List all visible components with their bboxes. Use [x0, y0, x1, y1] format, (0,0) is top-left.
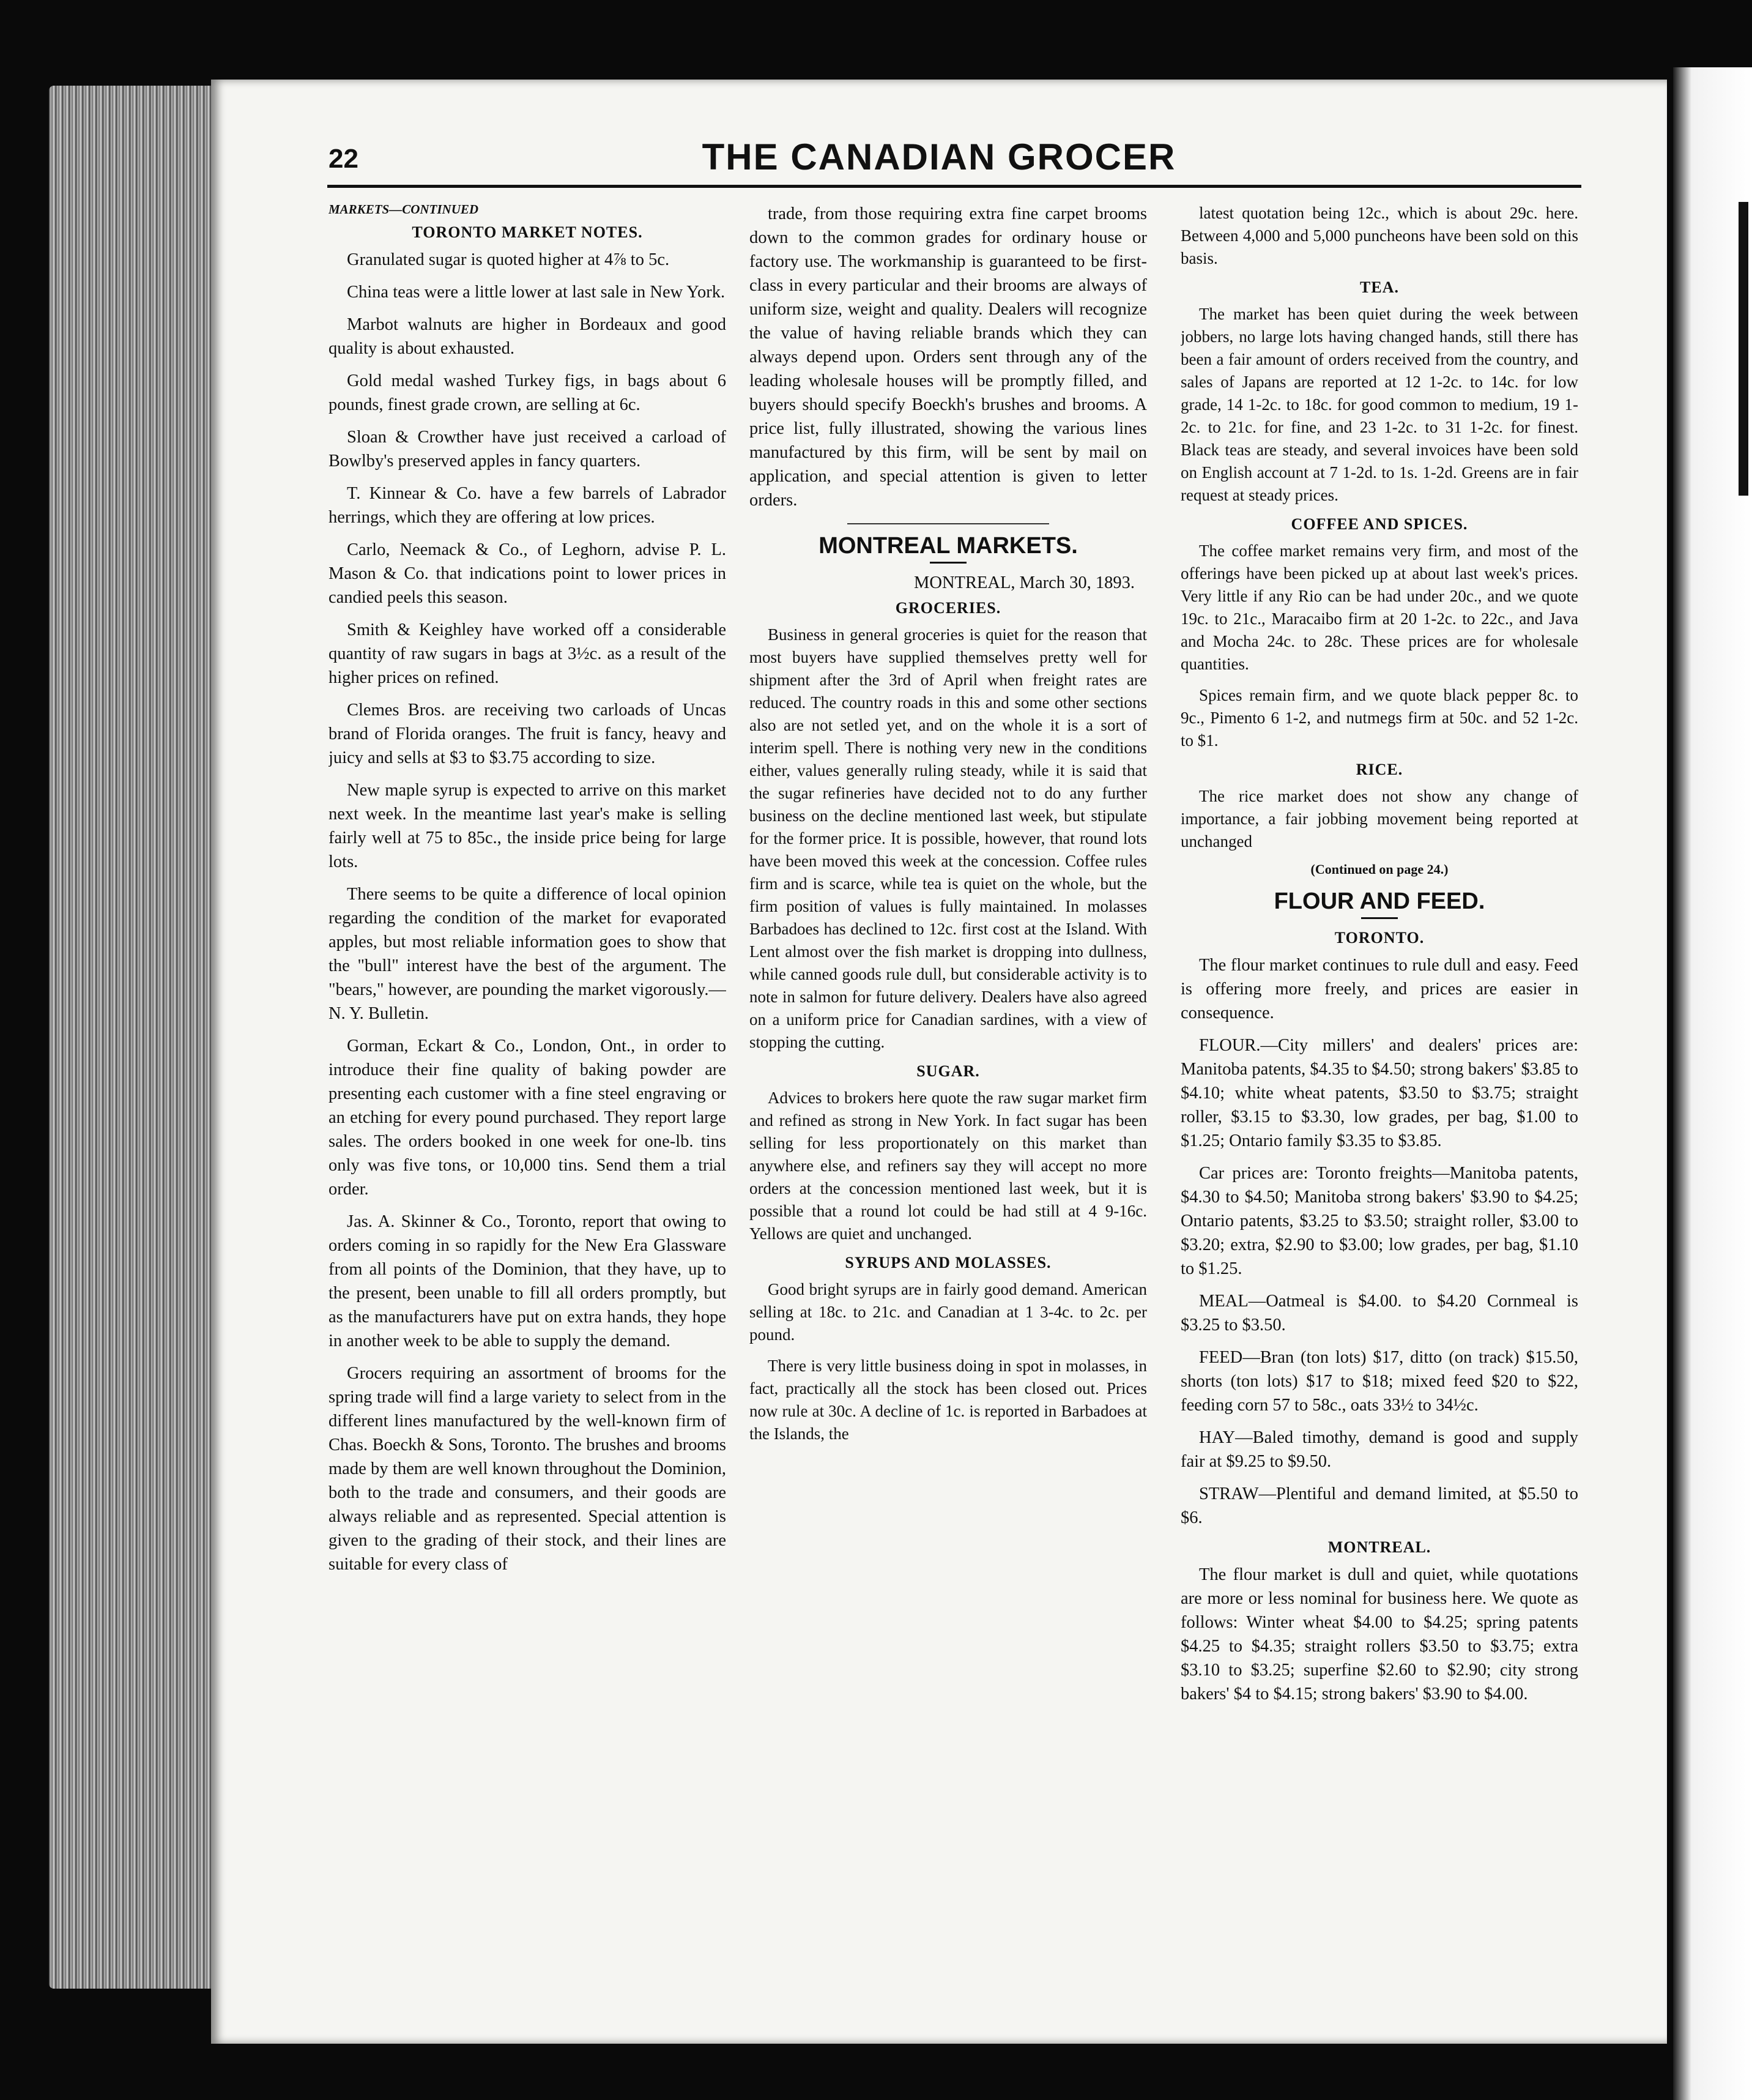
paragraph: Advices to brokers here quote the raw sugar market firm and refined as strong in New York. In fact sugar has been selling for less proportionately on this market than anywhere else, and refiners say they will accept no more orders at the concession mentioned last week, but it is possible that a round lot could be had still at 4 9-16c. Yellows are quiet and unchanged. — [749, 1089, 1147, 1243]
subheading-rice: RICE. — [1356, 761, 1403, 778]
paragraph: Granulated sugar is quoted higher at 4⅞ to 5c. — [347, 250, 670, 269]
paragraph: T. Kinnear & Co. have a few barrels of Labrador herrings, which they are offering at low prices. — [328, 484, 726, 527]
newspaper-page — [211, 80, 1667, 2044]
subheading-montreal: MONTREAL. — [1327, 1538, 1431, 1556]
paragraph: trade, from those requiring extra fine carpet brooms down to the common grades for ordinary house or factory use. The workmanship is guaranteed to be first-class in every particular and their brooms are always of uniform size, weight and quality. Dealers will recognize the value of having reliable brands which they can always depend upon. Orders sent through any of the leading wholesale houses will be promptly filled, and buyers should specify Boeckh's brushes and brooms. A price list, fully illustrated, showing the various lines manufactured by this firm, will be sent by mail on application, and special attention is given to letter orders. — [749, 204, 1147, 510]
paragraph: FLOUR.—City millers' and dealers' prices are: Manitoba patents, $4.35 to $4.50; strong bakers' $3.85 to $4.10; white wheat patents, $3.50 to $3.75; straight roller, $3.15 to $3.30, low grades, per bag, $1.00 to $1.25; Ontario family $3.35 to $3.85. — [1181, 1036, 1578, 1150]
paragraph: Gold medal washed Turkey figs, in bags about 6 pounds, finest grade crown, are selling at 6c. — [328, 371, 726, 414]
continued-label: MARKETS—CONTINUED — [328, 202, 479, 217]
paragraph: MEAL—Oatmeal is $4.00. to $4.20 Cornmeal is $3.25 to $3.50. — [1181, 1292, 1578, 1335]
paragraph: Business in general groceries is quiet for the reason that most buyers have supplied themselves pretty well for shipment after the 3rd of April when freight rates are reduced. The country roads in this and some other sections also are not setled yet, and on the whole it is a sort of interim spell. There is nothing very new in the conditions either, values generally ruling steady, while it is said that the sugar refineries have decided not to do any further business on the decline mentioned last week, but stipulate for the former price. It is possible, however, that round lots have been moved this week at the concession. Coffee rules firm and is scarce, while tea is quiet on the whole, but the firm position of values is fully maintained. In molasses Barbadoes has declined to 12c. first cost at the Island. With Lent almost over the fish market is dropping into dullness, while canned goods rule dull, but considerable activity is to note in salmon for future delivery. Dealers have also agreed on a uniform price for Canadian sardines, with a view of stopping the cutting. — [749, 625, 1147, 1051]
paragraph: Marbot walnuts are higher in Bordeaux and good quality is about exhausted. — [328, 315, 726, 358]
book-page-edges — [49, 86, 214, 1989]
paragraph: The coffee market remains very firm, and most of the offerings have been picked up at about last week's prices. Very little if any Rio can be had under 20c., and we quote 19c. to 21c., Maracaibo firm at 20 1-2c. to 22c., and Java and Mocha 24c. to 28c. These prices are for wholesale quantities. — [1181, 542, 1578, 673]
subheading-tea: TEA. — [1360, 278, 1399, 296]
paragraph: STRAW—Plentiful and demand limited, at $5.50 to $6. — [1181, 1484, 1578, 1527]
paragraph: Smith & Keighley have worked off a considerable quantity of raw sugars in bags at 3½c. as a result of the higher prices on refined. — [328, 620, 726, 687]
section-heading-flour-feed: FLOUR AND FEED. — [1274, 888, 1485, 914]
paragraph: Car prices are: Toronto freights—Manitoba patents, $4.30 to $4.50; Manitoba strong bakers' $3.90 to $4.25; Ontario patents, $3.25 to $3.50; straight roller, $3.00 to $3.20; extra, $2.90 to $3.00; low grades, per bag, $1.10 to $1.25. — [1181, 1164, 1578, 1278]
column-1 — [328, 202, 726, 1989]
paragraph: The market has been quiet during the week between jobbers, no large lots having changed hands, still there has been a fair amount of orders received from the country, and sales of Japans are reported at 12 1-2c. to 14c. for low grade, 14 1-2c. to 18c. for good common to medium, 19 1-2c. to 21c. for fine, and 23 1-2c. to 31 1-2c. for finest. Black teas are steady, and several invoices have been sold on English account at 7 1-2d. to 1s. 1-2d. Greens are in fair request at steady prices. — [1181, 305, 1578, 504]
paragraph: Jas. A. Skinner & Co., Toronto, report that owing to orders coming in so rapidly for the New Era Glassware from all points of the Dominion, that they have, up to the present, been unable to fill all orders promptly, but as the manufacturers have put on extra hands, they hope in another week to be able to supply the demand. — [328, 1212, 726, 1350]
masthead-rule — [327, 185, 1581, 188]
section-heading-toronto-notes: TORONTO MARKET NOTES. — [412, 223, 643, 241]
paragraph: FEED—Bran (ton lots) $17, ditto (on track) $15.50, shorts (ton lots) $17 to $18; mixed feed $20 to $22, feeding corn 57 to 58c., oats 33½ to 34½c. — [1181, 1348, 1578, 1415]
paragraph: Sloan & Crowther have just received a carload of Bowlby's preserved apples in fancy quarters. — [328, 428, 726, 471]
paragraph: Clemes Bros. are receiving two carloads of Uncas brand of Florida oranges. The fruit is fancy, heavy and juicy and sells at $3 to $3.75 according to size. — [328, 701, 726, 767]
paragraph: The flour market continues to rule dull and easy. Feed is offering more freely, and prices are easier in consequence. — [1181, 956, 1578, 1022]
paragraph: Gorman, Eckart & Co., London, Ont., in order to introduce their fine quality of baking powder are presenting each customer with a fine steel engraving or an etching for every pound purchased. They report large sales. The orders booked in one week for one-lb. tins only was five tons, or 10,000 tins. Send them a trial order. — [328, 1037, 726, 1199]
paragraph: Spices remain firm, and we quote black pepper 8c. to 9c., Pimento 6 1-2, and nutmegs firm at 50c. and 52 1-2c. to $1. — [1181, 686, 1578, 750]
column-3 — [1181, 202, 1578, 1989]
continued-note: (Continued on page 24.) — [1310, 862, 1449, 877]
paragraph: New maple syrup is expected to arrive on this market next week. In the meantime last year's make is selling fairly well at 75 to 85c., the inside price being for large lots. — [328, 781, 726, 871]
paragraph: There is very little business doing in spot in molasses, in fact, practically all the stock has been closed out. Prices now rule at 30c. A decline of 1c. is reported in Barbadoes at the Islands, the — [749, 1357, 1147, 1443]
paragraph: Carlo, Neemack & Co., of Leghorn, advise P. L. Mason & Co. that indications point to lower prices in candied peels this season. — [328, 540, 726, 607]
paragraph: latest quotation being 12c., which is about 29c. here. Between 4,000 and 5,000 puncheons have been sold on this basis. — [1181, 204, 1578, 267]
paragraph: Good bright syrups are in fairly good demand. American selling at 18c. to 21c. and Canadian at 1 3-4c. to 2c. per pound. — [749, 1280, 1147, 1344]
column-2 — [749, 202, 1147, 1989]
paragraph: China teas were a little lower at last sale in New York. — [347, 283, 726, 302]
heading-dash — [930, 562, 967, 564]
subheading-groceries: GROCERIES. — [895, 599, 1001, 617]
facing-page-mark — [1739, 202, 1748, 496]
masthead-title: THE CANADIAN GROCER — [702, 136, 1176, 177]
subheading-toronto: TORONTO. — [1334, 929, 1425, 947]
paragraph: The flour market is dull and quiet, while quotations are more or less nominal for business here. We quote as follows: Winter wheat $4.00 to $4.25; spring patents $4.25 to $4.35; straight rollers $3.50 to $3.75; extra $3.10 to $3.25; superfine $2.60 to $2.90; city strong bakers' $4 to $4.15; strong bakers' $3.90 to $4.00. — [1181, 1565, 1578, 1703]
paragraph: Grocers requiring an assortment of brooms for the spring trade will find a large variety to select from in the different lines manufactured by the well-known firm of Chas. Boeckh & Sons, Toronto. The brushes and brooms made by them are well known throughout the Dominion, both to the trade and consumers, and their goods are always reliable and as represented. Special attention is given to the grading of their stock, and their lines are suitable for every class of — [328, 1364, 726, 1574]
dateline: MONTREAL, March 30, 1893. — [914, 573, 1135, 592]
paragraph: The rice market does not show any change of importance, a fair jobbing movement being reported at unchanged — [1181, 787, 1578, 851]
page-number: 22 — [328, 144, 358, 174]
subheading-sugar: SUGAR. — [916, 1062, 980, 1080]
separator-rule — [847, 523, 1049, 524]
section-heading-montreal-markets: MONTREAL MARKETS. — [818, 533, 1078, 559]
heading-dash — [1361, 917, 1398, 919]
paragraph: HAY—Baled timothy, demand is good and supply fair at $9.25 to $9.50. — [1181, 1428, 1578, 1471]
paragraph: There seems to be quite a difference of local opinion regarding the condition of the market for evaporated apples, but most reliable information goes to show that the "bull" interest have the best of the argument. The "bears," however, are pounding the market vigorously.—N. Y. Bulletin. — [328, 885, 726, 1023]
subheading-syrups: SYRUPS AND MOLASSES. — [845, 1254, 1052, 1272]
subheading-coffee-spices: COFFEE AND SPICES. — [1291, 515, 1468, 533]
